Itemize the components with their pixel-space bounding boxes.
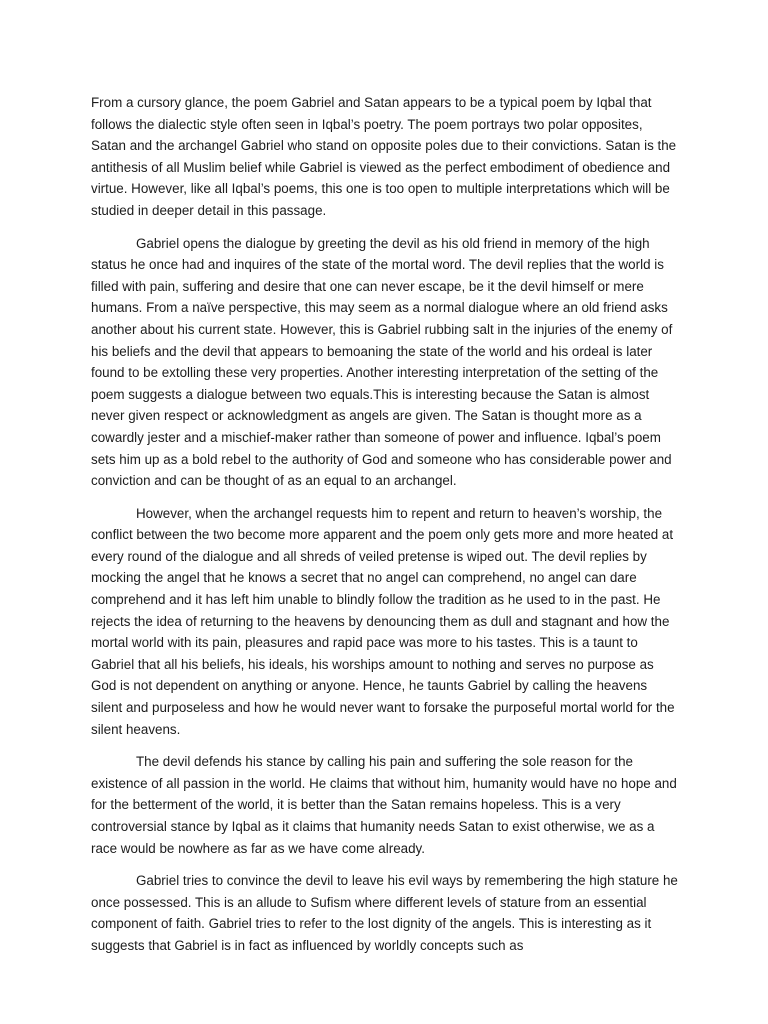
paragraph-5: Gabriel tries to convince the devil to leave his evil ways by remembering the high stature he once possessed. This is an allude to Sufism where different levels of stature from an essential component of faith. Gabriel tries to refer to the lost dignity of the angels. This is interesting as it suggests that Gabriel is in fact as influenced by worldly concepts such as	[91, 873, 678, 953]
paragraph-1: From a cursory glance, the poem Gabriel and Satan appears to be a typical poem by Iqbal that follows the dialectic style often seen in Iqbal’s poetry. The poem portrays two polar opposites, Satan and the archangel Gabriel who stand on opposite poles due to their convictions. Satan is the antithesis of all Muslim belief while Gabriel is viewed as the perfect embodiment of obedience and virtue. However, like all Iqbal’s poems, this one is too open to multiple interpretations which will be studied in deeper detail in this passage.	[91, 95, 677, 218]
document-body	[91, 92, 679, 968]
paragraph-2: Gabriel opens the dialogue by greeting the devil as his old friend in memory of the high status he once had and inquires of the state of the mortal word. The devil replies that the world is filled with pain, suffering and desire that one can never escape, be it the devil himself or mere humans. From a naïve perspective, this may seem as a normal dialogue where an old friend asks another about his current state. However, this is Gabriel rubbing salt in the injuries of the enemy of his beliefs and the devil that appears to bemoaning the state of the world and his ordeal is later found to be extolling these very properties. Another interesting interpretation of the setting of the poem suggests a dialogue between two equals.This is interesting because the Satan is almost never given respect or acknowledgment as angels are given. The Satan is thought more as a cowardly jester and a mischief-maker rather than someone of power and influence. Iqbal’s poem sets him up as a bold rebel to the authority of God and someone who has considerable power and conviction and can be thought of as an equal to an archangel.	[91, 235, 673, 489]
paragraph-4: The devil defends his stance by calling his pain and suffering the sole reason for the existence of all passion in the world. He claims that without him, humanity would have no hope and for the betterment of the world, it is better than the Satan remains hopeless. This is a very controversial stance by Iqbal as it claims that humanity needs Satan to exist otherwise, we as a race would be nowhere as far as we have come already.	[91, 754, 677, 856]
paragraph-3: However, when the archangel requests him to repent and return to heaven’s worship, the conflict between the two become more apparent and the poem only gets more and more heated at every round of the dialogue and all shreds of veiled pretense is wiped out. The devil replies by mocking the angel that he knows a secret that no angel can comprehend, no angel can dare comprehend and it has left him unable to blindly follow the tradition as he used to in the past. He rejects the idea of returning to the heavens by denouncing them as dull and stagnant and how the mortal world with its pain, pleasures and rapid pace was more to his tastes. This is a taunt to Gabriel that all his beliefs, his ideals, his worships amount to nothing and serves no purpose as God is not dependent on anything or anyone. Hence, he taunts Gabriel by calling the heavens silent and purposeless and how he would never want to forsake the purposeful mortal world for the silent heavens.	[91, 505, 675, 737]
